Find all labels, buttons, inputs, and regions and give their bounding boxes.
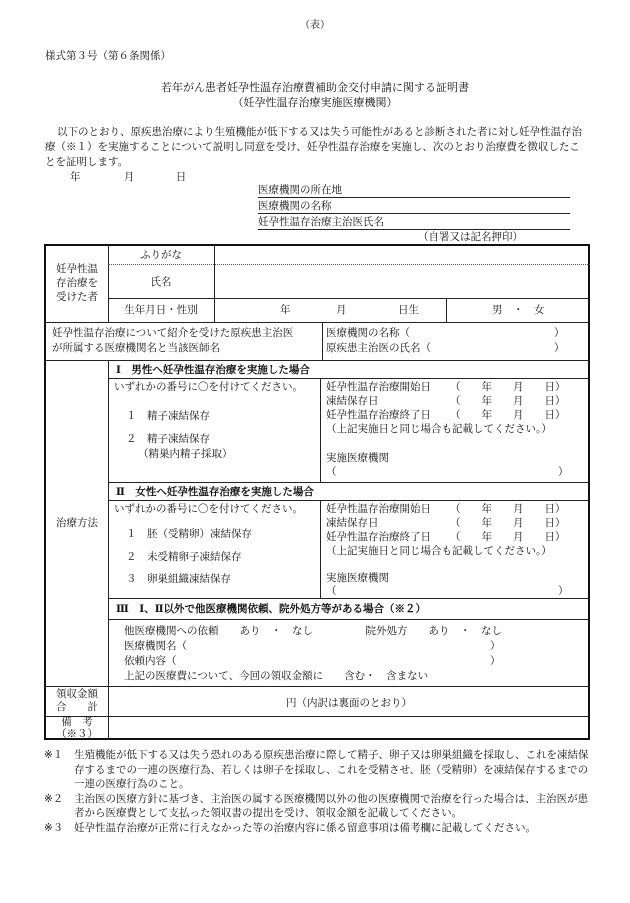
furigana-label: ふりがな xyxy=(140,249,182,261)
female-facility-close: ） xyxy=(558,585,569,597)
treatment-header: 治療方法 xyxy=(56,517,98,529)
male-freeze-date-label: 凍結保存日 xyxy=(326,395,379,407)
certificate-table xyxy=(44,244,590,740)
sex-options[interactable]: 男 ・ 女 xyxy=(492,304,545,316)
female-freeze-date-field[interactable]: （ 年 月 日） xyxy=(450,517,566,529)
male-end-date-field[interactable]: （ 年 月 日） xyxy=(450,409,566,421)
female-facility-label: 実施医療機関 xyxy=(326,572,389,584)
male-option-2-sub: （精巣内精子採取） xyxy=(138,448,233,460)
footnote-2 xyxy=(44,792,592,821)
referral-label-line-1: 妊孕性温存治療について紹介を受けた原疾患主治医 xyxy=(52,327,294,339)
male-option-2[interactable]: ２ 精子凍結保存 xyxy=(126,433,210,445)
remarks-input[interactable] xyxy=(110,718,588,738)
male-option-1[interactable]: １ 精子凍結保存 xyxy=(126,410,210,422)
female-facility-open[interactable]: （ xyxy=(326,585,337,597)
section-3-title: Ⅲ Ⅰ、Ⅱ以外で他医療機関依頼、院外処方等がある場合（※２） xyxy=(116,603,427,615)
referral-doctor-field[interactable]: 原疾患主治医の氏名（ xyxy=(326,342,431,354)
male-facility-open[interactable]: （ xyxy=(326,466,337,478)
doctor-name-field[interactable] xyxy=(258,215,570,230)
section-1-title: Ⅰ 男性へ妊孕性温存治療を実施した場合 xyxy=(116,364,310,376)
intro-paragraph: 以下のとおり、原疾患治療により生殖機能が低下する又は失う可能性があると診断された者に対し妊孕性温存治療（※１）を実施することについて説明し同意を受け、妊孕性温存治療を実施し、次のとおり治療費を徴収したことを証明します。 xyxy=(45,126,582,168)
facility-name-label: 医療機関の名称 xyxy=(258,200,332,212)
date-month: 月 xyxy=(123,171,135,183)
footnote-1-text: 生殖機能が低下する又は失う恐れのある原疾患治療に際して精子、卵子又は卵巣組織を採取し、これを凍結保存するまでの一連の医療行為、若しくは卵子を採取し、これを受精させ、胚（受精卵）を凍結保存するまでの一連の医療行為のこと。 xyxy=(74,749,589,790)
remarks-label-line-1: 備 考 xyxy=(61,716,93,728)
male-facility-label: 実施医療機関 xyxy=(326,452,389,464)
referral-doctor-close: ） xyxy=(554,342,565,354)
female-end-date-label: 妊孕性温存治療終了日 xyxy=(326,531,431,543)
receipt-total-value[interactable]: 円（内訳は裏面のとおり） xyxy=(286,697,412,709)
footnote-1 xyxy=(44,748,592,792)
referral-facility-close: ） xyxy=(554,327,565,339)
patient-header: 妊孕性温 存治療を 受けた者 xyxy=(56,263,98,303)
dob-month[interactable]: 月 xyxy=(336,304,347,316)
receipt-label-line-1: 領収金額 xyxy=(56,688,98,700)
footnote-1-mark: ※１ xyxy=(44,749,64,761)
footnotes xyxy=(44,748,592,835)
remarks-label-line-2: （※３） xyxy=(56,728,98,740)
signature-note: （自署又は記名押印） xyxy=(418,231,523,243)
dob-day[interactable]: 日生 xyxy=(398,304,419,316)
female-option-2[interactable]: ２ 未受精卵子凍結保存 xyxy=(126,551,242,563)
male-same-date-note: （上記実施日と同じ場合も記載してください。） xyxy=(326,423,552,435)
other-facility-name-close: ） xyxy=(490,640,501,652)
facility-address-label: 医療機関の所在地 xyxy=(258,184,342,196)
female-start-date-field[interactable]: （ 年 月 日） xyxy=(450,503,566,515)
name-label: 氏名 xyxy=(150,276,172,288)
date-day: 日 xyxy=(175,171,187,183)
form-number: 様式第３号（第６条関係） xyxy=(45,50,171,62)
footnote-2-text: 主治医の医療方針に基づき、主治医の属する医療機関以外の他の医療機関で治療を行った場合は、主治医が患者から医療費として支払った領収書の提出を受け、領収金額を記載してください。 xyxy=(74,792,589,819)
include-in-receipt-line[interactable]: 上記の医療費について、今回の領収金額に 含む・ 含まない xyxy=(124,670,429,682)
referral-facility-field[interactable]: 医療機関の名称（ xyxy=(326,327,410,339)
dob-sex-label: 生年月日・性別 xyxy=(124,304,198,316)
footnote-2-mark: ※２ xyxy=(44,792,64,805)
section-2-instruction: いずれかの番号に〇を付けてください。 xyxy=(114,503,303,515)
male-end-date-label: 妊孕性温存治療終了日 xyxy=(326,409,431,421)
male-start-date-field[interactable]: （ 年 月 日） xyxy=(450,381,566,393)
male-freeze-date-field[interactable]: （ 年 月 日） xyxy=(450,395,566,407)
male-start-date-label: 妊孕性温存治療開始日 xyxy=(326,381,431,393)
female-start-date-label: 妊孕性温存治療開始日 xyxy=(326,503,431,515)
furigana-input[interactable] xyxy=(216,248,588,262)
title-line-2: （妊孕性温存治療実施医療機関） xyxy=(232,96,398,109)
footnote-3-text: 妊孕性温存治療が正常に行えなかった等の治療内容に係る留意事項は備考欄に記載してください。 xyxy=(74,821,536,834)
page-side-label: （表） xyxy=(300,20,330,31)
document-title xyxy=(0,80,630,110)
remarks-label xyxy=(46,716,108,740)
female-option-3[interactable]: ３ 卵巣組織凍結保存 xyxy=(126,573,231,585)
date-year: 年 xyxy=(70,171,81,183)
receipt-label-line-2: 合 計 xyxy=(56,701,98,713)
section-1-instruction: いずれかの番号に〇を付けてください。 xyxy=(114,381,303,393)
referral-label-line-2: が所属する医療機関名と当該医師名 xyxy=(52,342,220,354)
certification-date xyxy=(70,169,186,184)
dob-year[interactable]: 年 xyxy=(280,304,291,316)
section-2-title: Ⅱ 女性へ妊孕性温存治療を実施した場合 xyxy=(116,486,314,498)
male-facility-close: ） xyxy=(558,466,569,478)
request-content-field[interactable]: 依頼内容（ xyxy=(124,655,177,667)
female-freeze-date-label: 凍結保存日 xyxy=(326,517,379,529)
other-facility-request-line[interactable]: 他医療機関への依頼 あり ・ なし 院外処方 あり ・ なし xyxy=(124,625,502,637)
female-same-date-note: （上記実施日と同じ場合も記載してください。） xyxy=(326,545,552,557)
footnote-3 xyxy=(44,821,592,836)
facility-address-field[interactable] xyxy=(258,183,570,198)
request-content-close: ） xyxy=(490,655,501,667)
female-end-date-field[interactable]: （ 年 月 日） xyxy=(450,531,566,543)
footnote-3-mark: ※３ xyxy=(44,821,64,834)
facility-name-field[interactable] xyxy=(258,199,570,214)
female-option-1[interactable]: １ 胚（受精卵）凍結保存 xyxy=(126,528,252,540)
other-facility-name-field[interactable]: 医療機関名（ xyxy=(124,640,187,652)
doctor-name-label: 妊孕性温存治療主治医氏名 xyxy=(258,216,384,228)
receipt-total-label xyxy=(46,688,108,714)
title-line-1: 若年がん患者妊孕性温存治療費補助金交付申請に関する証明書 xyxy=(161,81,469,94)
name-input[interactable] xyxy=(216,268,588,294)
